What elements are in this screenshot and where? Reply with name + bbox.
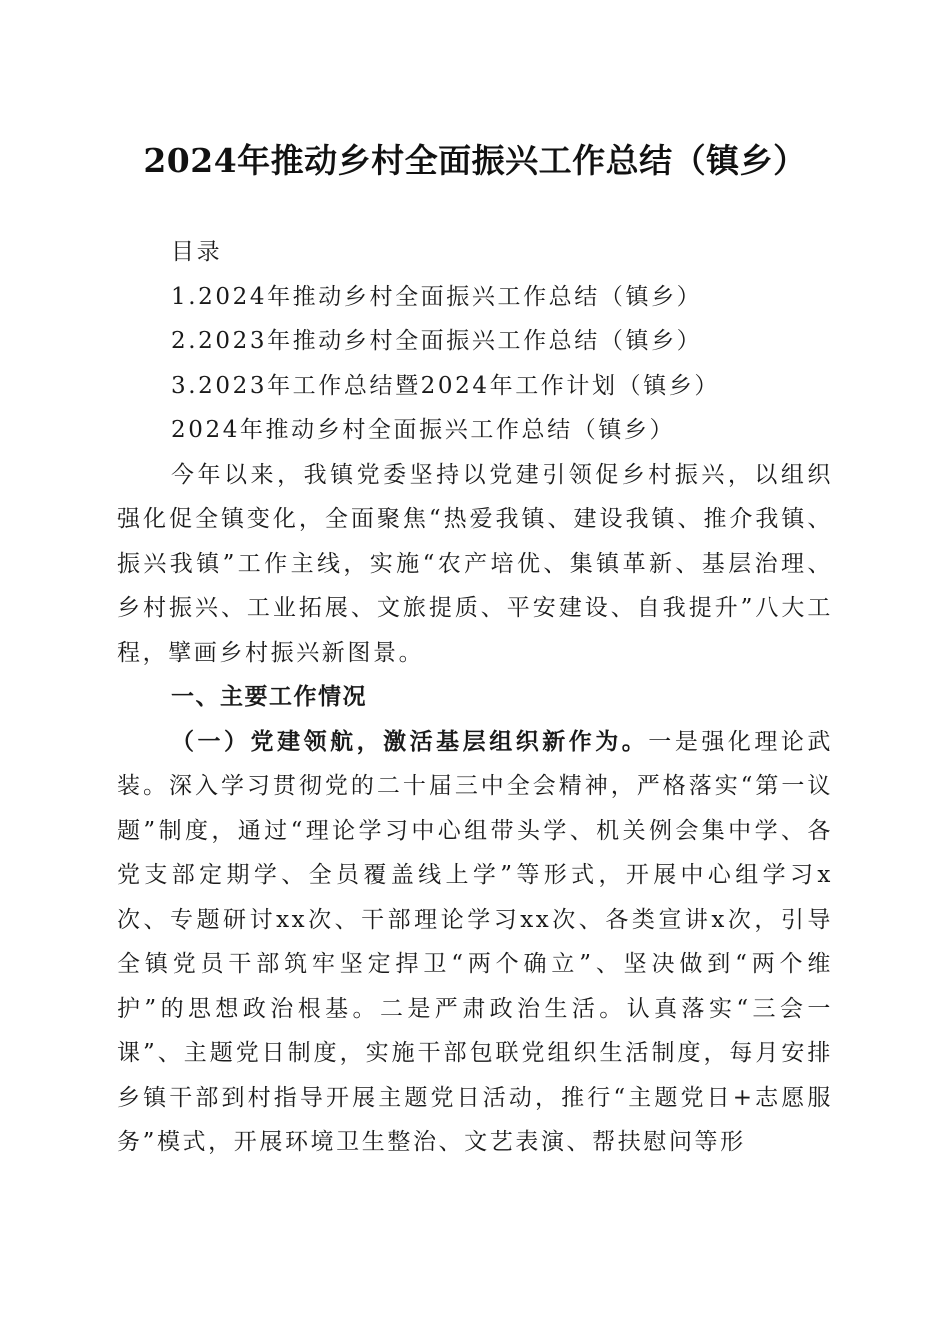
intro-paragraph: 今年以来，我镇党委坚持以党建引领促乡村振兴，以组织强化促全镇变化，全面聚焦“热爱我镇、建设我镇、推介我镇、振兴我镇”工作主线，实施“农产培优、集镇革新、基层治理、乡村振兴、工业拓展、文旅提质、平安建设、自我提升”八大工程，擘画乡村振兴新图景。 [117, 461, 833, 666]
subsection-lead: （一）党建领航，激活基层组织新作为。 [171, 727, 649, 755]
toc-item-3: 3.2023年工作总结暨2024年工作计划（镇乡） [171, 372, 721, 399]
toc-heading: 目录 [171, 239, 223, 265]
document-body [117, 230, 833, 1165]
toc-item-2: 2.2023年推动乡村全面振兴工作总结（镇乡） [171, 328, 703, 354]
document-title: 2024年推动乡村全面振兴工作总结（镇乡） [143, 141, 807, 180]
toc-item-1: 1.2024年推动乡村全面振兴工作总结（镇乡） [171, 283, 703, 310]
subsection-body: 一是强化理论武装。深入学习贯彻党的二十届三中全会精神，严格落实“第一议题”制度，通过“理论学习中心组带头学、机关例会集中学、各党支部定期学、全员覆盖线上学”等形式，开展中心组学习x次、专题研讨xx次、干部理论学习xx次、各类宣讲x次，引导全镇党员干部筑牢坚定捍卫“两个确立”、坚决做到“两个维护”的思想政治根基。二是严肃政治生活。认真落实“三会一课”、主题党日制度，实施干部包联党组织生活制度，每月安排乡镇干部到村指导开展主题党日活动，推行“主题党日+志愿服务”模式，开展环境卫生整治、文艺表演、帮扶慰问等形 [117, 728, 833, 1155]
subsection-paragraph [117, 720, 833, 1165]
article-title: 2024年推动乡村全面振兴工作总结（镇乡） [171, 417, 676, 443]
section-heading: 一、主要工作情况 [171, 684, 367, 710]
